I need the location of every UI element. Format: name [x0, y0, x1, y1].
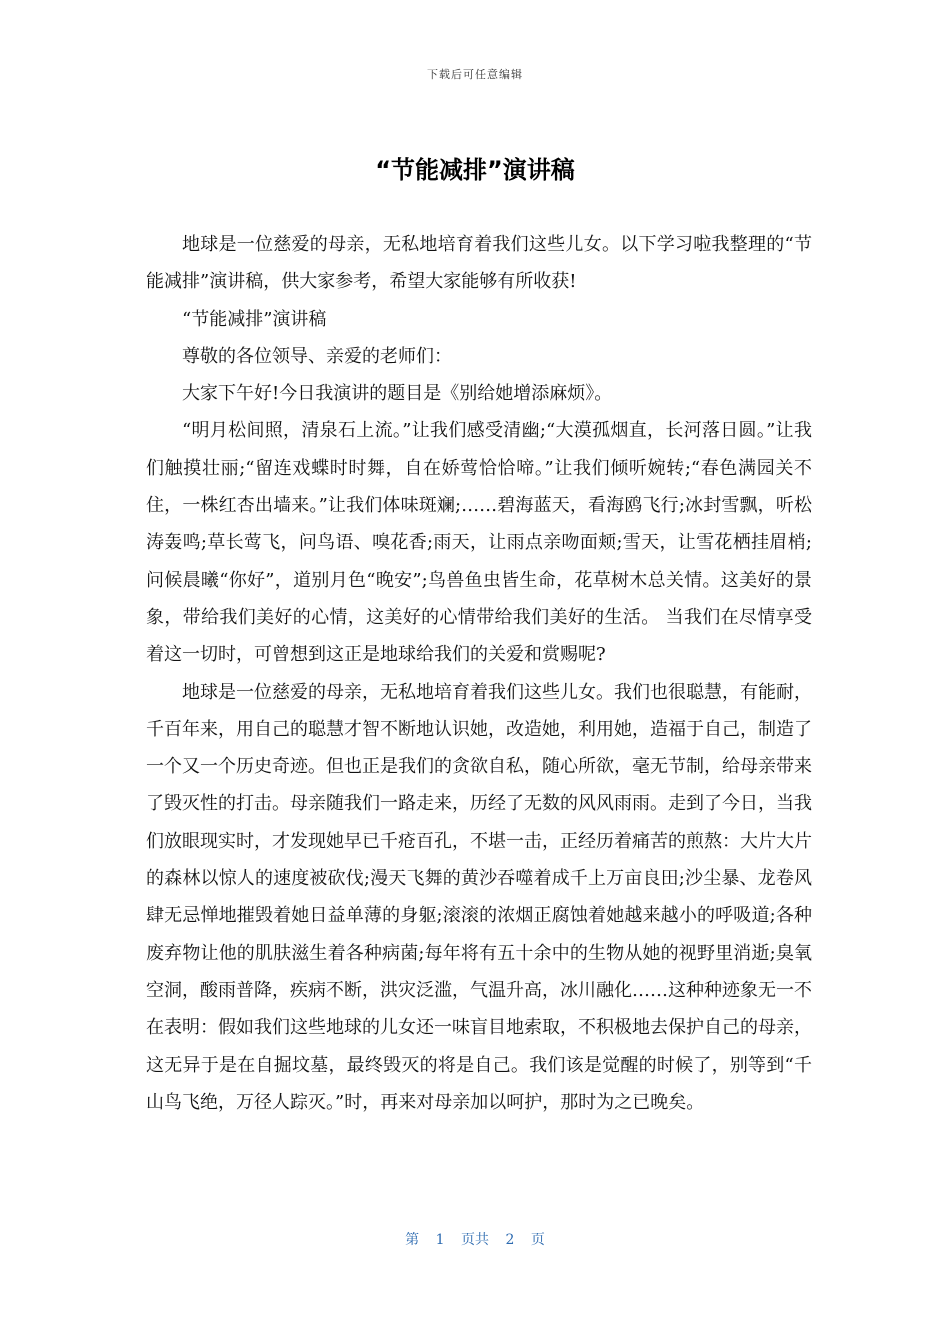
footer-label-ye-gong: 页共: [461, 1232, 489, 1248]
document-body: [146, 226, 812, 1121]
paragraph-poems: “明月松间照，清泉石上流。”让我们感受清幽;“大漠孤烟直，长河落日圆。”让我们触摸壮丽;“留连戏蝶时时舞，自在娇莺恰恰啼。”让我们倾听婉转;“春色满园关不住，一株红杏出墙来。”让我们体味斑斓;……碧海蓝天，看海鸥飞行;冰封雪飘，听松涛轰鸣;草长莺飞，问鸟语、嗅花香;雨天，让雨点亲吻面颊;雪天，让雪花栖挂眉梢;问候晨曦“你好”，道别月色“晚安”;鸟兽鱼虫皆生命，花草树木总关情。这美好的景象，带给我们美好的心情，这美好的心情带给我们美好的生活。 当我们在尽情享受着这一切时，可曾想到这正是地球给我们的关爱和赏赐呢?: [146, 420, 812, 666]
paragraph-intro: 地球是一位慈爱的母亲，无私地培育着我们这些儿女。以下学习啦我整理的“节能减排”演讲稿，供大家参考，希望大家能够有所收获!: [146, 234, 812, 293]
page-footer: [0, 1229, 950, 1249]
paragraph-subtitle: “节能减排”演讲稿: [182, 308, 327, 330]
footer-total-pages: 2: [505, 1232, 515, 1248]
header-note: 下载后可任意编辑: [427, 68, 523, 81]
document-title: “节能减排”演讲稿: [375, 156, 575, 184]
footer-current-page: 1: [435, 1232, 445, 1248]
paragraph-greeting: 大家下午好!今日我演讲的题目是《别给她增添麻烦》。: [182, 383, 613, 405]
footer-label-ye: 页: [530, 1232, 545, 1248]
paragraph-earth: 地球是一位慈爱的母亲，无私地培育着我们这些儿女。我们也很聪慧，有能耐，千百年来，用自己的聪慧才智不断地认识她，改造她，利用她，造福于自己，制造了一个又一个历史奇迹。但也正是我们的贪欲自私，随心所欲，毫无节制，给母亲带来了毁灭性的打击。母亲随我们一路走来，历经了无数的风风雨雨。走到了今日，当我们放眼现实时，才发现她早已千疮百孔，不堪一击，正经历着痛苦的煎熬：大片大片的森林以惊人的速度被砍伐;漫天飞舞的黄沙吞噬着成千上万亩良田;沙尘暴、龙卷风肆无忌惮地摧毁着她日益单薄的身躯;滚滚的浓烟正腐蚀着她越来越小的呼吸道;各种废弃物让他的肌肤滋生着各种病菌;每年将有五十余中的生物从她的视野里消逝;臭氧空洞，酸雨普降，疾病不断，洪灾泛滥，气温升高，冰川融化……这种种迹象无一不在表明：假如我们这些地球的儿女还一味盲目地索取，不积极地去保护自己的母亲，这无异于是在自掘坟墓，最终毁灭的将是自己。我们该是觉醒的时候了，别等到“千山鸟飞绝，万径人踪灭。”时，再来对母亲加以呵护，那时为之已晚矣。: [146, 681, 813, 1113]
paragraph-salutation: 尊敬的各位领导、亲爱的老师们：: [182, 345, 452, 367]
footer-label-di: 第: [405, 1232, 420, 1248]
